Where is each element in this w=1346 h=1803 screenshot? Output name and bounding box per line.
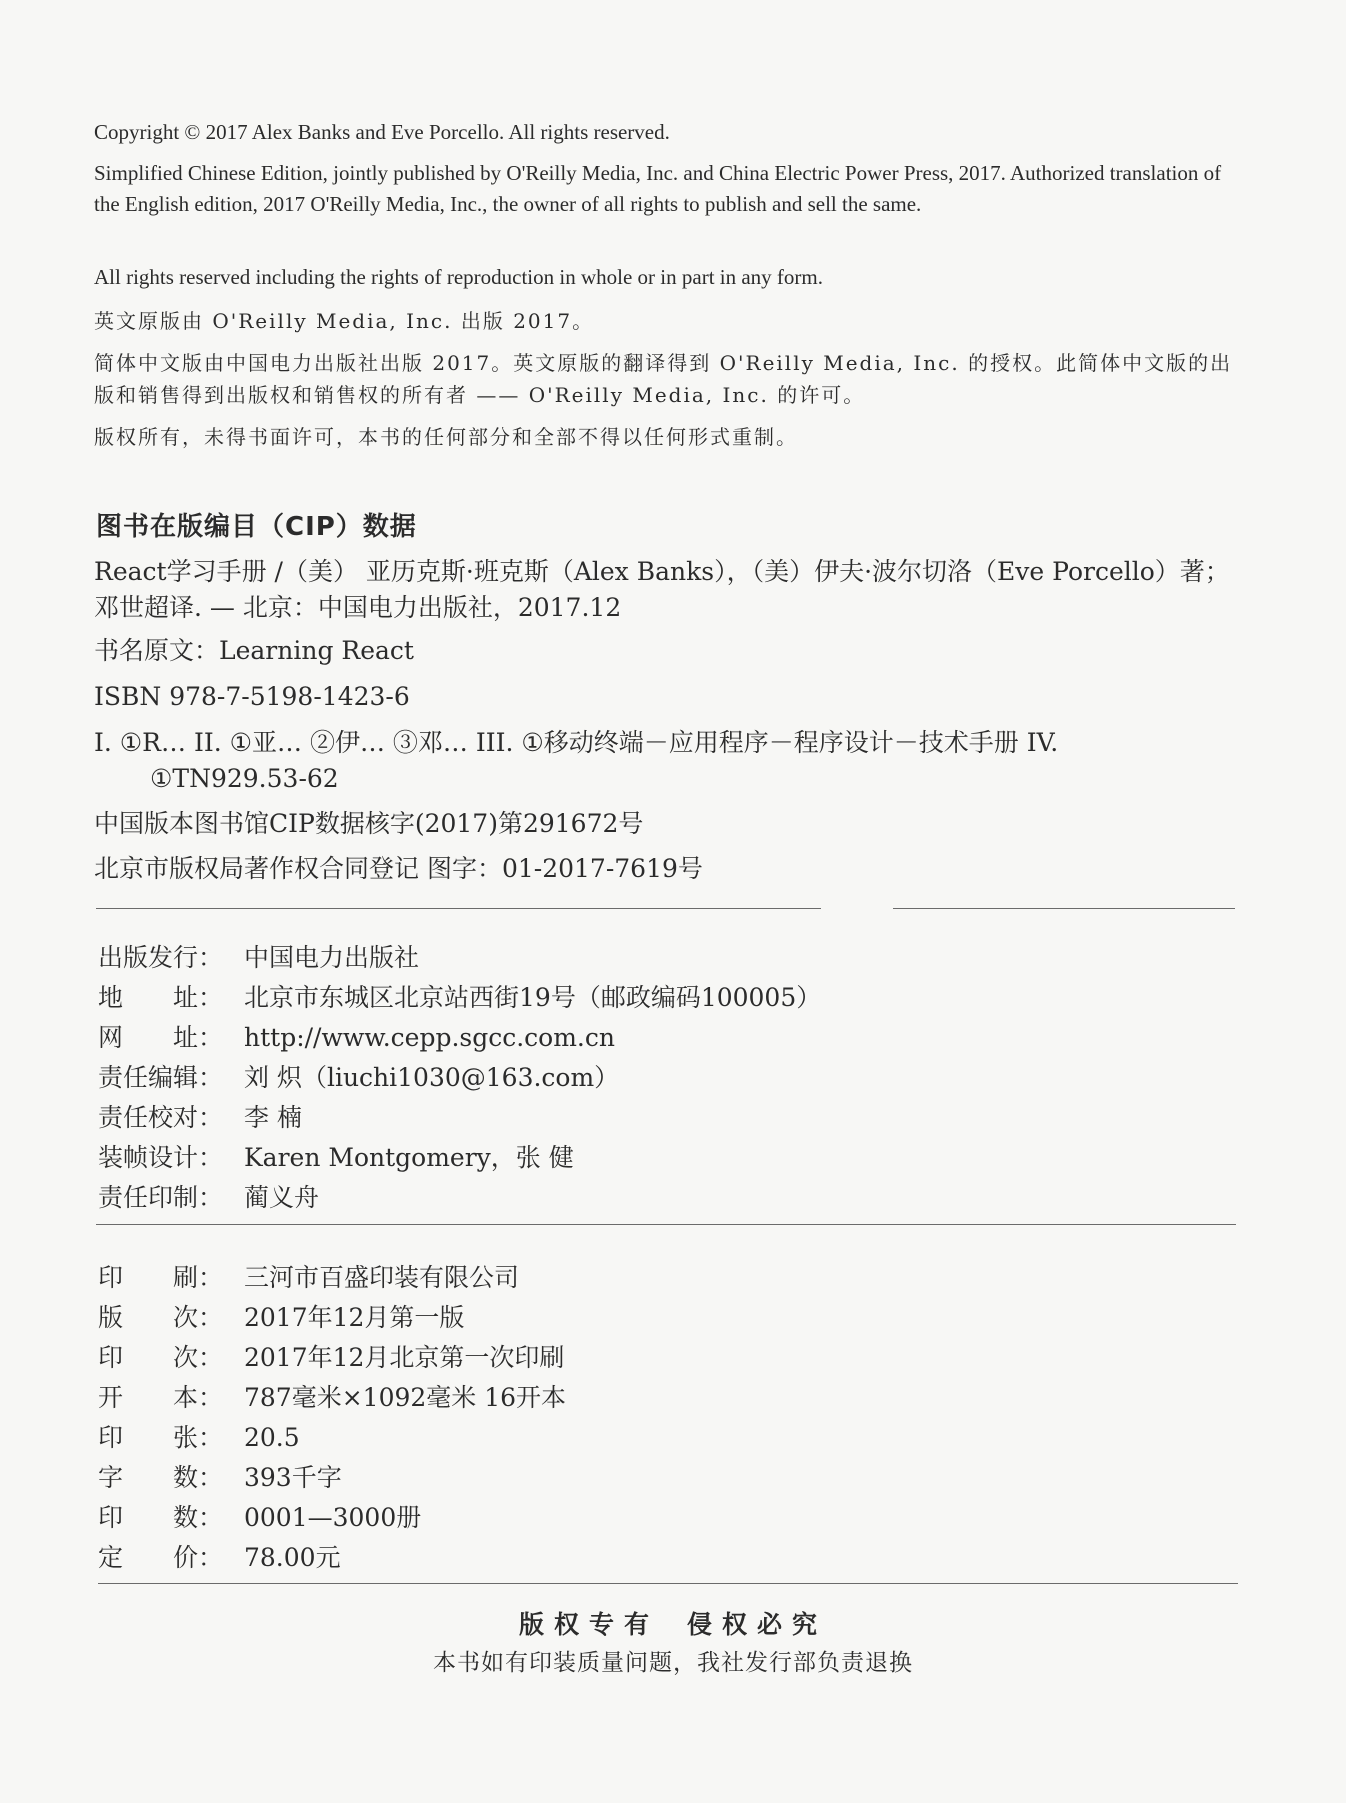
- info-row: [98, 1258, 566, 1298]
- divider: [98, 1583, 1238, 1584]
- info-value: 李 楠: [244, 1103, 302, 1132]
- info-row: [98, 1378, 566, 1418]
- info-row: [98, 938, 821, 978]
- info-label: 字 数：: [98, 1463, 224, 1492]
- info-row: [98, 1058, 821, 1098]
- info-label: 印 次：: [98, 1343, 224, 1372]
- info-value: 0001—3000册: [244, 1503, 422, 1532]
- simplified-edition-cn: 简体中文版由中国电力出版社出版 2017。英文原版的翻译得到 O'Reilly Media, Inc. 的授权。此简体中文版的出版和销售得到出版权和销售权的所有者 —— O'Reilly Media, Inc. 的许可。: [94, 351, 1233, 407]
- info-value: 蔺义舟: [244, 1183, 320, 1212]
- info-value: 2017年12月第一版: [244, 1303, 465, 1332]
- rights-slogan: [0, 1605, 1346, 1641]
- info-value: 787毫米×1092毫米 16开本: [244, 1383, 567, 1412]
- slogan-left: 版权专有: [518, 1610, 659, 1639]
- info-label: 地 址：: [98, 983, 224, 1012]
- info-label: 印 刷：: [98, 1263, 224, 1292]
- info-row: [98, 1538, 566, 1578]
- info-value: 78.00元: [244, 1543, 341, 1572]
- cip-number: 中国版本图书馆CIP数据核字(2017)第291672号: [94, 809, 644, 838]
- info-label: 定 价：: [98, 1543, 224, 1572]
- info-row: [98, 1498, 566, 1538]
- info-row: [98, 1018, 821, 1058]
- cip-heading: 图书在版编目（CIP）数据: [96, 512, 417, 542]
- info-row: [98, 978, 821, 1018]
- info-row: [98, 1138, 821, 1178]
- info-value: 刘 炽（liuchi1030@163.com）: [244, 1063, 620, 1092]
- info-label: 印 数：: [98, 1503, 224, 1532]
- info-label: 网 址：: [98, 1023, 224, 1052]
- cip-entry: React学习手册 /（美） 亚历克斯·班克斯（Alex Banks），（美）伊夫·波尔切洛（Eve Porcello）著；邓世超译. — 北京：中国电力出版社，2017.12: [94, 557, 1230, 622]
- cip-classification: I. ①R… II. ①亚… ②伊… ③邓… III. ①移动终端－应用程序－程序设计－技术手册 IV.: [94, 728, 1059, 757]
- info-label: 装帧设计：: [98, 1143, 224, 1172]
- info-label: 出版发行：: [98, 943, 224, 972]
- info-value: 20.5: [244, 1423, 300, 1452]
- print-info: [98, 1258, 566, 1578]
- info-value: 393千字: [244, 1463, 342, 1492]
- simplified-edition-statement: Simplified Chinese Edition, jointly published by O'Reilly Media, Inc. and China Electric Power Press, 2017. Authorized translation of the English edition, 2017 O'Reilly Media, Inc., the owner of all rights to publish and sell the same.: [94, 161, 1222, 216]
- info-row: [98, 1418, 566, 1458]
- info-value: http://www.cepp.sgcc.com.cn: [244, 1023, 615, 1052]
- info-label: 印 张：: [98, 1423, 224, 1452]
- cip-original-title: 书名原文：Learning React: [94, 636, 414, 665]
- info-row: [98, 1178, 821, 1218]
- info-label: 开 本：: [98, 1383, 224, 1412]
- info-row: [98, 1338, 566, 1378]
- cip-isbn: ISBN 978-7-5198-1423-6: [94, 682, 410, 711]
- return-policy-note: 本书如有印装质量问题，我社发行部负责退换: [433, 1650, 913, 1676]
- info-value: 中国电力出版社: [244, 943, 420, 972]
- slogan-right: 侵权必究: [687, 1610, 828, 1639]
- info-label: 责任编辑：: [98, 1063, 224, 1092]
- info-row: [98, 1298, 566, 1338]
- info-label: 责任校对：: [98, 1103, 224, 1132]
- rights-statement-cn: 版权所有，未得书面许可，本书的任何部分和全部不得以任何形式重制。: [94, 425, 798, 449]
- info-value: Karen Montgomery，张 健: [244, 1143, 574, 1172]
- info-label: 版 次：: [98, 1303, 224, 1332]
- divider: [96, 908, 821, 909]
- info-value: 三河市百盛印装有限公司: [244, 1263, 520, 1292]
- info-value: 北京市东城区北京站西街19号（邮政编码100005）: [244, 983, 822, 1012]
- copyright-registration: 北京市版权局著作权合同登记 图字：01-2017-7619号: [94, 854, 703, 883]
- divider: [96, 1224, 1236, 1225]
- info-value: 2017年12月北京第一次印刷: [244, 1343, 565, 1372]
- info-label: 责任印制：: [98, 1183, 224, 1212]
- info-row: [98, 1098, 821, 1138]
- copyright-line: Copyright © 2017 Alex Banks and Eve Porcello. All rights reserved.: [94, 120, 670, 144]
- original-edition-cn: 英文原版由 O'Reilly Media, Inc. 出版 2017。: [94, 309, 595, 333]
- divider: [893, 908, 1235, 909]
- info-row: [98, 1458, 566, 1498]
- all-rights-reserved: All rights reserved including the rights of reproduction in whole or in part in any form.: [94, 265, 824, 289]
- cip-classification-cont: ①TN929.53-62: [150, 764, 339, 793]
- publisher-info: [98, 938, 821, 1218]
